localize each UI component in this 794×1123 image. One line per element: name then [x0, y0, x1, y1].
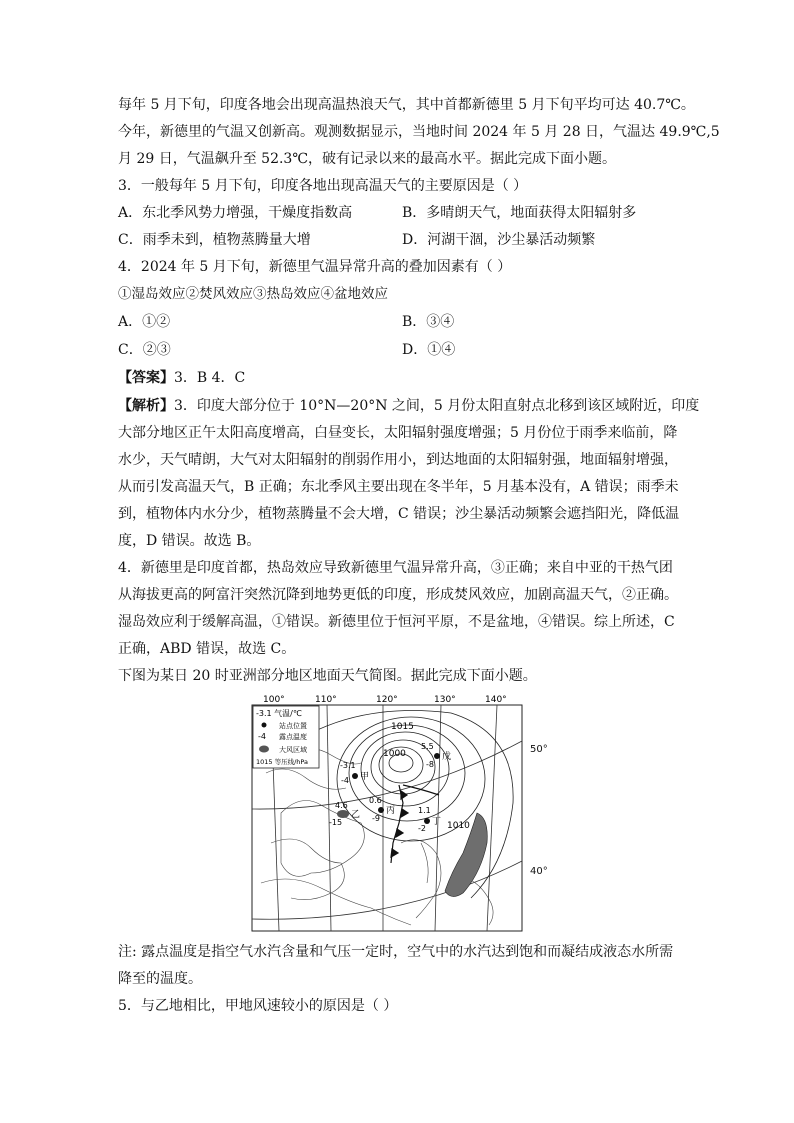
lon-label-140: 140°	[485, 695, 507, 705]
station-ding-temp: 1.1	[418, 806, 431, 815]
legend-temp: -3.1 气温/℃	[256, 709, 302, 718]
station-jia-dew: -4	[341, 776, 349, 785]
station-ding-name: 丁	[432, 817, 442, 827]
q3-option-d: D．河湖干涸，沙尘暴活动频繁	[402, 232, 596, 248]
q3-option-b: B．多晴朗天气，地面获得太阳辐射多	[402, 205, 637, 221]
station-wu-dot	[434, 753, 440, 759]
station-jia-dot	[352, 773, 358, 779]
q3-option-c: C．雨季未到，植物蒸腾量大增	[118, 232, 311, 248]
lat-label-40: 40°	[530, 866, 548, 877]
station-wu-dew: -8	[426, 760, 434, 769]
analysis-line-1	[118, 396, 699, 416]
question-4-stem: 4．2024 年 5 月下旬，新德里气温异常升高的叠加因素有（ ）	[118, 259, 512, 275]
legend-dew: 露点温度	[279, 733, 307, 741]
isobar-label-1015: 1015	[391, 722, 414, 732]
lat-label-50: 50°	[530, 744, 548, 755]
analysis-line-9: 湿岛效应利于缓解高温，①错误。新德里位于恒河平原，不是盆地，④错误。综上所述，C	[118, 614, 675, 630]
note-line-1: 注: 露点温度是指空气水汽含量和气压一定时，空气中的水汽达到饱和而凝结成液态水所需	[118, 944, 674, 960]
station-yi-wind	[337, 810, 349, 818]
legend-wind-swatch	[259, 746, 269, 753]
station-wu-temp: 5.5	[421, 742, 434, 751]
map-intro: 下图为某日 20 时亚洲部分地区地面天气简图。据此完成下面小题。	[118, 668, 537, 684]
legend-dew-value: -4	[258, 732, 266, 741]
q3-option-a: A．东北季风势力增强，干燥度指数高	[118, 205, 353, 221]
analysis-line-5: 到，植物体内水分少，植物蒸腾量不会大增，C 错误；沙尘暴活动频繁会遮挡阳光，降低温	[118, 506, 680, 522]
station-bing-dot	[378, 807, 384, 813]
legend-isobar: 1015 等压线/hPa	[256, 758, 309, 766]
isobar-label-1010: 1010	[447, 821, 470, 831]
station-ding-dew: -2	[418, 824, 426, 833]
analysis-text-1: 3．印度大部分位于 10°N—20°N 之间，5 月份太阳直射点北移到该区域附近，印度	[174, 398, 700, 414]
analysis-tag: 【解析】	[118, 398, 174, 414]
q4-option-b: B．③④	[402, 314, 455, 330]
answer-line	[118, 368, 245, 388]
analysis-line-2: 大部分地区正午太阳高度增高，白昼变长，太阳辐射强度增强；5 月份位于雨季来临前，降	[118, 425, 678, 441]
lon-label-130: 130°	[434, 695, 456, 705]
station-yi-dew: -15	[329, 818, 343, 827]
q4-option-a: A．①②	[118, 314, 171, 330]
station-jia-temp: -3.1	[340, 761, 356, 770]
intro-line-1: 每年 5 月下旬，印度各地会出现高温热浪天气，其中首都新德里 5 月下旬平均可达 40.7℃。	[118, 97, 695, 113]
intro-line-2: 今年，新德里的气温又创新高。观测数据显示，当地时间 2024 年 5 月 28 日，气温达 49.9℃,5	[118, 124, 720, 140]
q4-option-d: D．①④	[402, 342, 456, 358]
station-wu-name: 戊	[442, 752, 452, 762]
station-bing-name: 丙	[386, 806, 396, 816]
station-bing-temp: 0.6	[369, 796, 382, 805]
legend-station-dot	[262, 723, 267, 728]
analysis-line-4: 从而引发高温天气，B 正确；东北季风主要出现在冬半年，5 月基本没有，A 错误；雨季未	[118, 479, 679, 495]
question-5-stem: 5．与乙地相比，甲地风速较小的原因是（ ）	[118, 998, 398, 1014]
note-line-2: 降至的温度。	[118, 971, 202, 987]
station-yi-temp: 4.6	[335, 801, 348, 810]
lon-label-120: 120°	[376, 695, 398, 705]
station-jia-name: 甲	[360, 772, 370, 782]
q4-option-c: C．②③	[118, 342, 171, 358]
lon-label-100: 100°	[263, 695, 285, 705]
analysis-line-6: 度，D 错误。故选 B。	[118, 533, 261, 549]
isobar-label-1000: 1000	[383, 749, 406, 759]
q4-items: ①湿岛效应②焚风效应③热岛效应④盆地效应	[118, 286, 388, 302]
answer-tag: 【答案】	[118, 370, 174, 386]
analysis-line-3: 水少，天气晴朗，大气对太阳辐射的削弱作用小，到达地面的太阳辐射强，地面辐射增强，	[118, 452, 678, 468]
question-3-stem: 3．一般每年 5 月下旬，印度各地出现高温天气的主要原因是（ ）	[118, 178, 528, 194]
legend-wind: 大风区域	[279, 746, 307, 754]
lon-label-110: 110°	[315, 695, 337, 705]
station-yi-name: 乙	[351, 810, 361, 820]
intro-line-3: 月 29 日，气温飙升至 52.3℃，破有记录以来的最高水平。据此完成下面小题。	[118, 151, 616, 167]
station-bing-dew: -9	[372, 814, 380, 823]
weather-map-svg	[251, 693, 526, 933]
answer-text: 3．B 4．C	[174, 370, 246, 386]
legend-station: 站点位置	[279, 722, 307, 730]
weather-map	[251, 693, 526, 933]
analysis-line-7: 4．新德里是印度首都，热岛效应导致新德里气温异常升高，③正确；来自中亚的干热气团	[118, 560, 673, 576]
analysis-line-8: 从海拔更高的阿富汗突然沉降到地势更低的印度，形成焚风效应，加剧高温天气，②正确。	[118, 587, 678, 603]
analysis-line-10: 正确，ABD 错误，故选 C。	[118, 641, 296, 657]
